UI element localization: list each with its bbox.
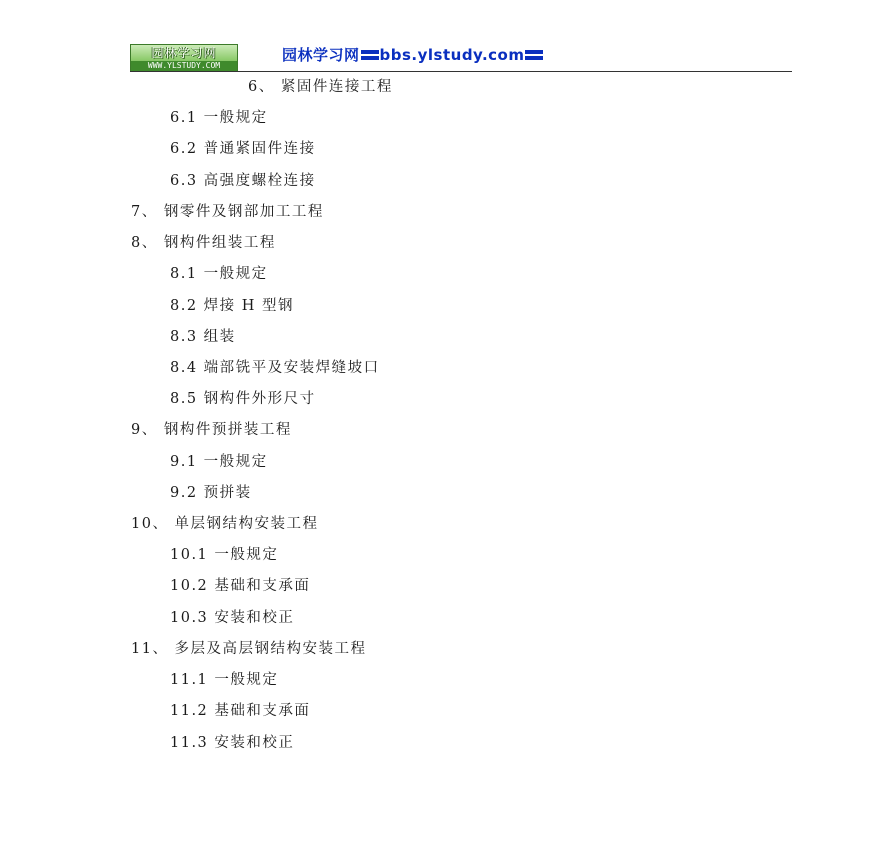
toc-subitem: 9.2 预拼装 — [170, 485, 252, 501]
toc-item: 9、 钢构件预拼装工程 — [131, 422, 292, 438]
toc-subitem: 9.1 一般规定 — [170, 454, 268, 470]
toc-item: 7、 钢零件及钢部加工工程 — [131, 204, 324, 220]
toc-subitem: 8.4 端部铣平及安装焊缝坡口 — [170, 360, 380, 376]
toc-subitem: 11.2 基础和支承面 — [170, 703, 311, 719]
toc-subitem: 8.1 一般规定 — [170, 266, 268, 282]
toc-subitem: 11.1 一般规定 — [170, 672, 279, 688]
toc-subitem: 8.5 钢构件外形尺寸 — [170, 391, 316, 407]
toc-item: 8、 钢构件组装工程 — [131, 235, 276, 251]
toc-subitem: 10.1 一般规定 — [170, 547, 279, 563]
toc-item: 11、 多层及高层钢结构安装工程 — [131, 641, 367, 657]
toc-subitem: 6.1 一般规定 — [170, 110, 268, 126]
toc-subitem: 8.3 组装 — [170, 329, 236, 345]
toc-subitem: 11.3 安装和校正 — [170, 735, 295, 751]
logo-text: 园林学习网 — [151, 46, 217, 60]
toc-subitem: 10.3 安装和校正 — [170, 610, 295, 626]
toc-item: 10、 单层钢结构安装工程 — [131, 516, 319, 532]
toc-item: 6、 紧固件连接工程 — [248, 79, 393, 95]
toc-subitem: 6.3 高强度螺栓连接 — [170, 173, 316, 189]
toc-subitem: 8.2 焊接 H 型钢 — [170, 298, 295, 314]
site-name: 园林学习网 — [282, 46, 360, 64]
site-url: bbs.ylstudy.com — [379, 46, 525, 64]
logo-subtext: WWW.YLSTUDY.COM — [131, 61, 237, 71]
toc-subitem: 6.2 普通紧固件连接 — [170, 141, 316, 157]
toc-subitem: 10.2 基础和支承面 — [170, 578, 311, 594]
